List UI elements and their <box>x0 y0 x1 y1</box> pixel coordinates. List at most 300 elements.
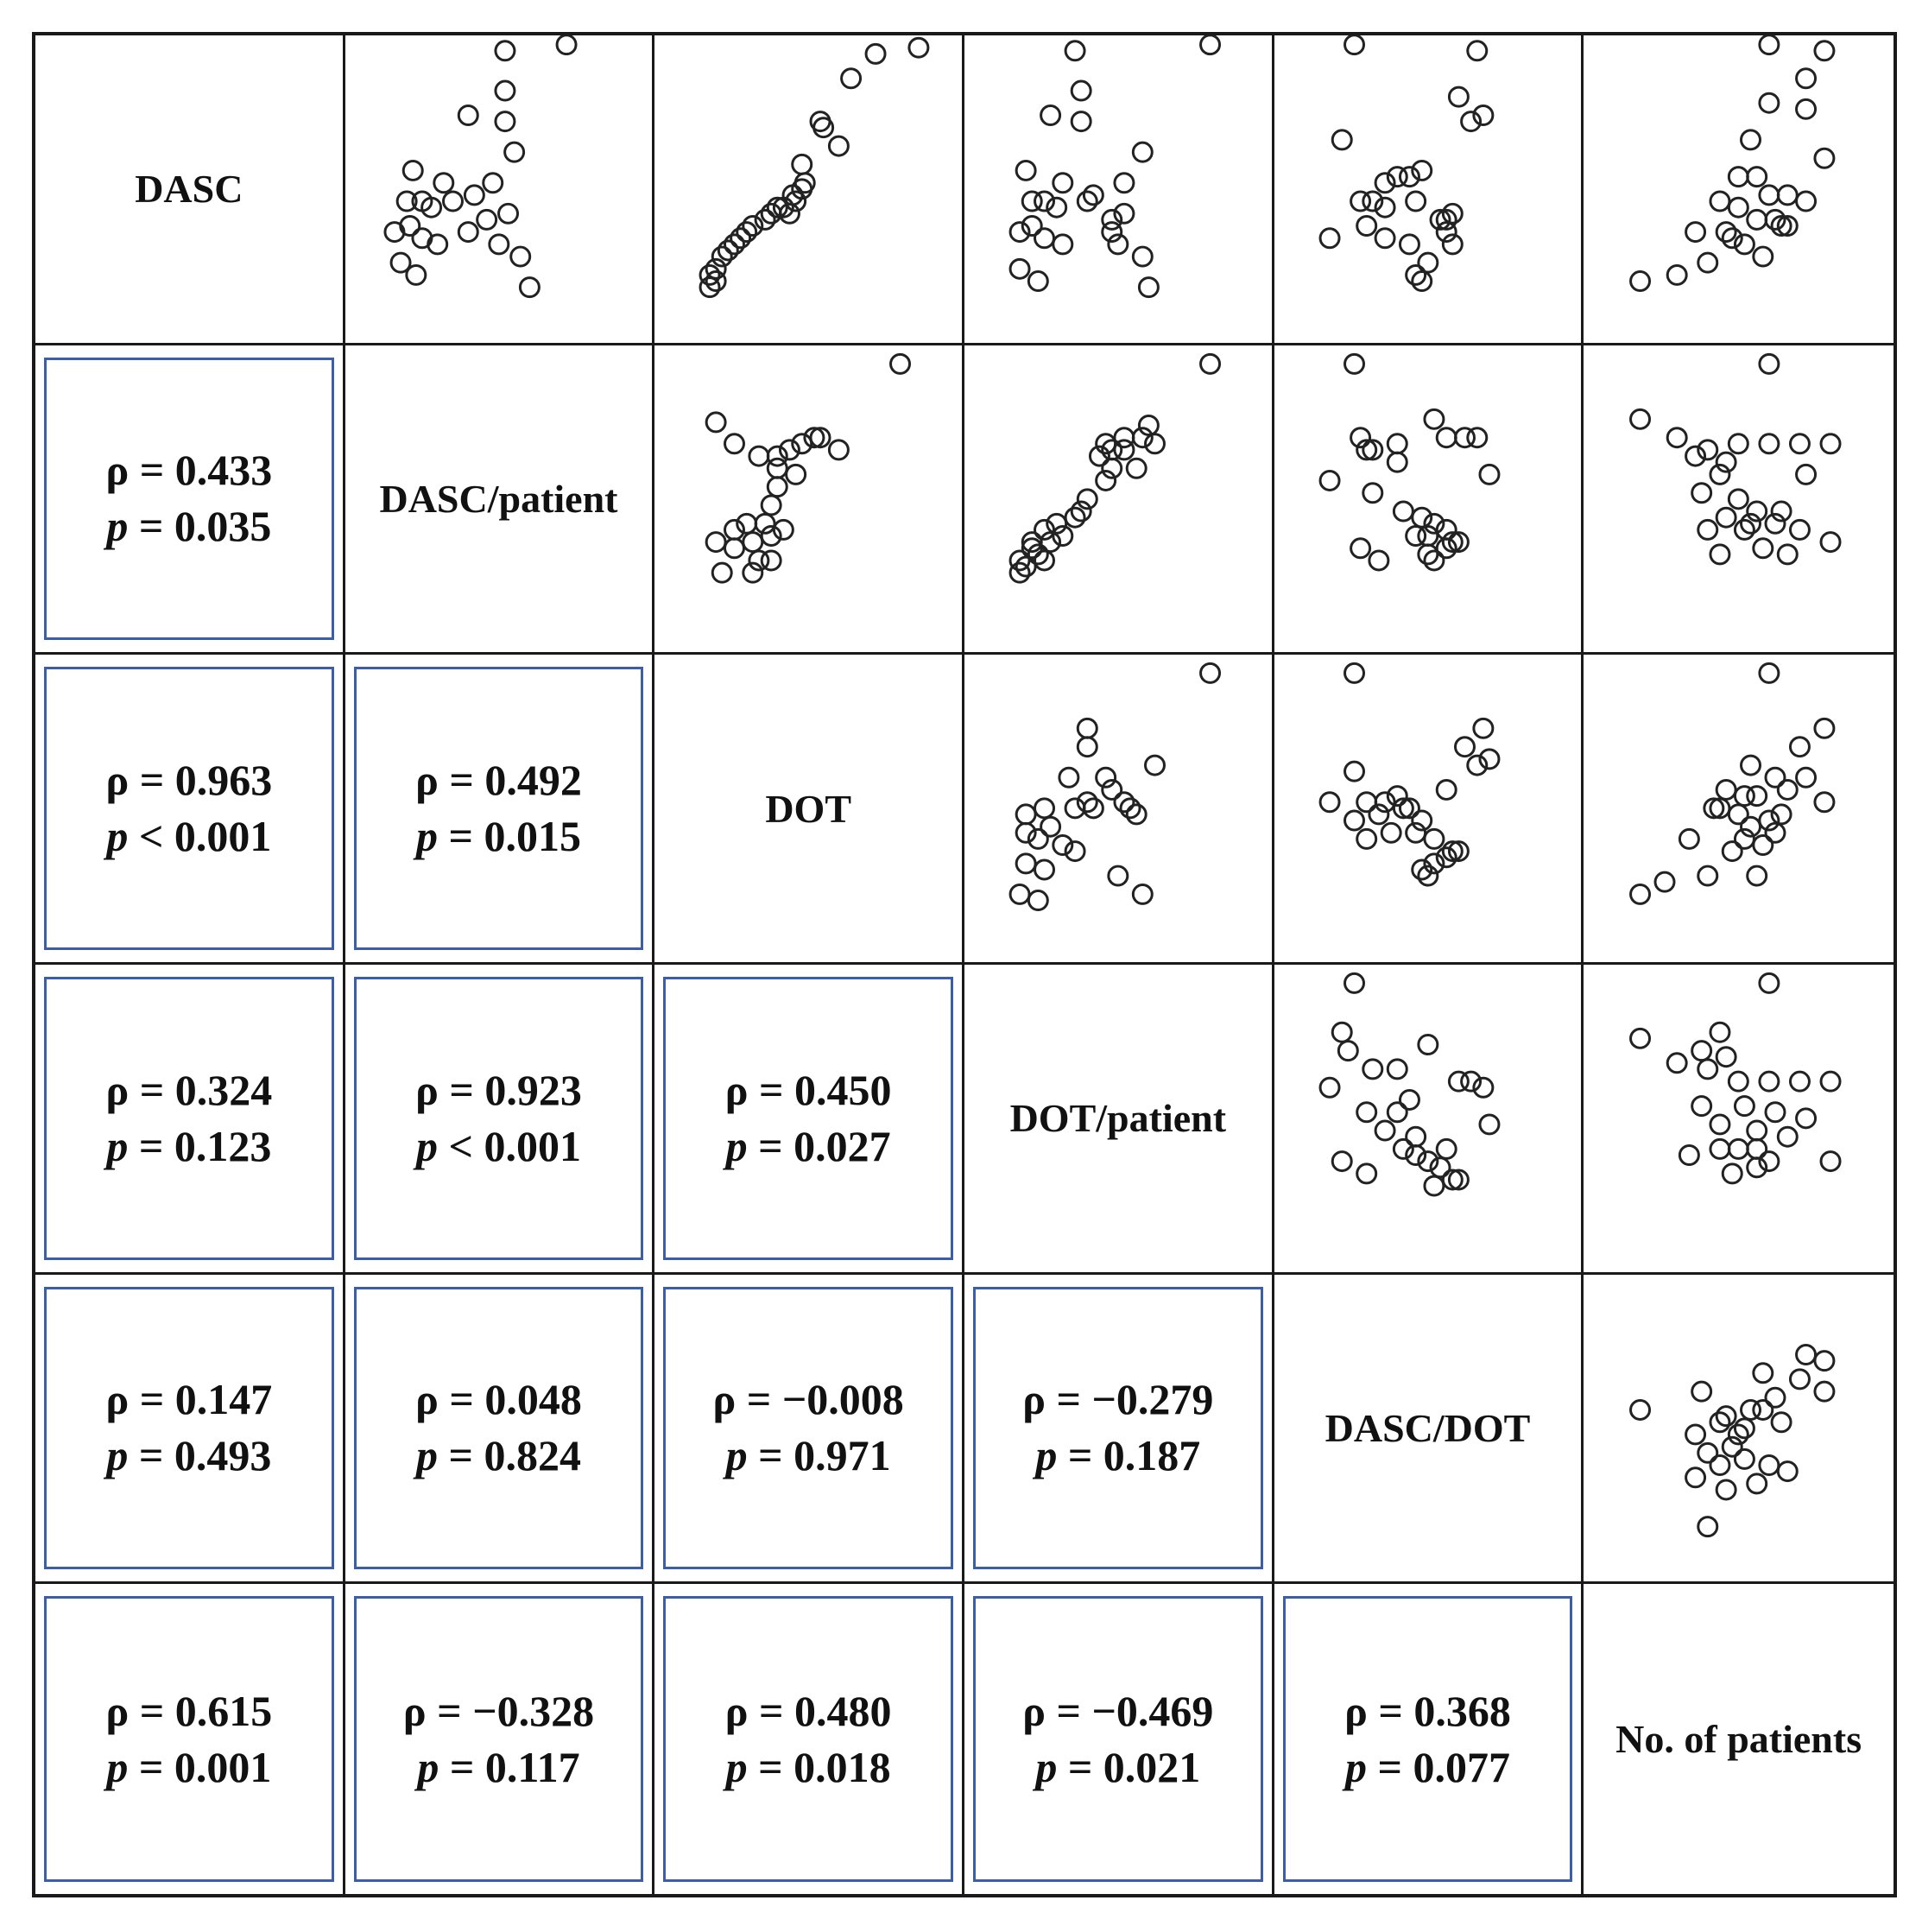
correlation-cell <box>345 655 655 965</box>
scatter-point <box>1437 428 1456 447</box>
scatter-point <box>1369 551 1388 570</box>
scatter-point <box>1072 81 1091 100</box>
scatter-point <box>1680 1145 1699 1164</box>
variable-cell <box>1274 1275 1584 1585</box>
p-value-label <box>106 1739 271 1796</box>
correlation-box <box>44 667 334 950</box>
scatter-point <box>458 106 477 125</box>
variable-label: DASC <box>135 167 243 212</box>
scatter-point <box>1016 854 1035 873</box>
scatter-point <box>465 186 484 205</box>
correlation-cell <box>1274 1584 1584 1894</box>
scatter-point <box>1388 453 1407 472</box>
correlation-cell <box>654 1584 964 1894</box>
p-symbol: p <box>725 1431 748 1480</box>
scatter-plot <box>1274 965 1582 1272</box>
p-value-label <box>726 1739 891 1796</box>
scatter-point <box>1760 35 1779 54</box>
rho-label: ρ = −0.279 <box>1022 1375 1214 1424</box>
scatter-point <box>1797 1345 1816 1364</box>
scatter-plot <box>964 345 1272 653</box>
scatter-point <box>1449 87 1468 106</box>
variable-label: DASC/DOT <box>1325 1405 1531 1450</box>
scatter-point <box>433 174 452 193</box>
p-value-label <box>416 808 581 865</box>
rho-label: ρ = 0.615 <box>105 1686 273 1735</box>
scatter-point <box>1035 860 1054 879</box>
scatter-point <box>1362 483 1381 502</box>
scatter-point <box>1729 434 1748 453</box>
p-value: = 0.117 <box>439 1742 580 1791</box>
scatter-point <box>1797 769 1816 788</box>
scatter-point <box>1035 229 1054 248</box>
rho-label: ρ = −0.008 <box>712 1375 904 1424</box>
p-value: = 0.187 <box>1057 1431 1201 1480</box>
scatter-plot <box>345 35 653 343</box>
scatter-point <box>1754 247 1773 266</box>
scatter-point <box>1760 354 1779 373</box>
scatter-point <box>1717 1480 1735 1499</box>
scatter-point <box>1320 793 1339 812</box>
correlation-box <box>44 977 334 1260</box>
correlation-box <box>663 977 953 1260</box>
scatter-point <box>1710 1023 1729 1042</box>
scatter-point <box>725 434 744 453</box>
scatter-point <box>1356 793 1375 812</box>
scatter-cell <box>1584 655 1894 965</box>
p-value-label <box>106 1118 271 1175</box>
rho-label: ρ = 0.368 <box>1344 1686 1511 1735</box>
scatter-point <box>1344 973 1363 992</box>
scatter-point <box>1010 885 1029 904</box>
scatter-point <box>1710 192 1729 211</box>
scatter-point <box>1381 824 1400 843</box>
correlation-cell <box>654 1275 964 1585</box>
p-value-label <box>106 498 271 554</box>
p-value-label <box>1035 1428 1200 1484</box>
scatter-point <box>1686 223 1705 242</box>
scatter-point <box>1717 1048 1735 1067</box>
p-symbol: p <box>1035 1742 1058 1791</box>
scatter-point <box>1797 69 1816 88</box>
correlation-box <box>354 667 644 950</box>
scatter-point <box>1779 545 1798 564</box>
scatter-point <box>1072 112 1091 131</box>
scatter-point <box>1455 738 1474 757</box>
scatter-point <box>1400 1090 1419 1109</box>
p-value: = 0.077 <box>1366 1742 1510 1791</box>
scatter-cell <box>345 35 655 345</box>
scatter-point <box>1729 1139 1748 1158</box>
scatter-point <box>1710 1115 1729 1134</box>
scatter-point <box>1754 1363 1773 1382</box>
scatter-point <box>1201 354 1220 373</box>
scatter-point <box>1791 1072 1810 1091</box>
scatter-point <box>1748 1474 1767 1493</box>
p-symbol: p <box>725 1121 748 1170</box>
scatter-cell <box>1584 965 1894 1275</box>
scatter-point <box>1016 161 1035 180</box>
scatter-point <box>1145 756 1164 775</box>
scatter-point <box>1698 253 1717 272</box>
scatter-point <box>1109 866 1128 885</box>
scatter-point <box>1710 1455 1729 1474</box>
scatter-point <box>762 496 781 515</box>
p-value: = 0.027 <box>747 1121 891 1170</box>
p-value: = 0.015 <box>437 812 581 861</box>
scatter-point <box>1332 1152 1351 1171</box>
scatter-point <box>1815 1351 1834 1370</box>
scatter-point <box>793 155 812 174</box>
scatter-point <box>1686 1425 1705 1444</box>
scatter-cell <box>1274 35 1584 345</box>
variable-label: DASC/patient <box>379 476 618 521</box>
rho-label: ρ = 0.480 <box>724 1686 892 1735</box>
correlation-cell <box>35 1584 345 1894</box>
scatter-point <box>1797 1109 1816 1128</box>
scatter-point <box>1375 229 1394 248</box>
p-symbol: p <box>106 502 129 551</box>
scatter-point <box>1320 1078 1339 1097</box>
scatter-point <box>1760 434 1779 453</box>
p-symbol: p <box>415 812 438 861</box>
rho-label: ρ = 0.324 <box>105 1065 273 1114</box>
scatter-point <box>1631 272 1650 291</box>
scatter-point <box>1139 278 1158 297</box>
scatter-point <box>706 413 725 432</box>
scatter-point <box>1698 866 1717 885</box>
scatter-point <box>1729 198 1748 217</box>
correlation-box <box>354 1287 644 1570</box>
correlation-box <box>1283 1596 1573 1882</box>
scatter-point <box>1631 885 1650 904</box>
scatter-point <box>1344 354 1363 373</box>
scatter-point <box>1760 93 1779 112</box>
variable-cell <box>345 345 655 656</box>
p-symbol: p <box>725 1742 748 1791</box>
scatter-plot <box>1274 655 1582 962</box>
scatter-point <box>1760 1072 1779 1091</box>
scatter-point <box>1754 538 1773 557</box>
scatter-point <box>1133 247 1152 266</box>
scatter-point <box>1356 216 1375 235</box>
scatter-point <box>866 44 885 63</box>
scatter-cell <box>654 345 964 656</box>
correlation-cell <box>654 965 964 1275</box>
scatter-point <box>1772 1412 1791 1431</box>
correlation-box <box>44 1287 334 1570</box>
scatter-point <box>1779 1461 1798 1480</box>
p-value-label <box>417 1739 579 1796</box>
scatter-plot <box>964 35 1272 343</box>
scatter-point <box>1356 830 1375 849</box>
p-symbol: p <box>106 1431 129 1480</box>
scatter-point <box>1332 130 1351 149</box>
scatter-point <box>520 278 539 297</box>
scatter-point <box>1821 1152 1840 1171</box>
correlation-cell <box>345 965 655 1275</box>
variable-cell <box>35 35 345 345</box>
scatter-point <box>1474 719 1493 738</box>
rho-label: ρ = 0.450 <box>724 1065 892 1114</box>
scatter-point <box>1668 265 1687 284</box>
p-value: = 0.971 <box>747 1431 891 1480</box>
scatter-point <box>1815 719 1834 738</box>
scatter-point <box>1065 41 1084 60</box>
scatter-point <box>1779 781 1798 800</box>
scatter-point <box>1320 229 1339 248</box>
scatter-cell <box>964 35 1274 345</box>
scatter-point <box>1362 1060 1381 1079</box>
scatter-point <box>1655 872 1674 891</box>
p-value-label <box>726 1118 891 1175</box>
scatter-point <box>1735 1449 1754 1468</box>
scatter-point <box>1394 502 1413 521</box>
correlation-box <box>973 1287 1263 1570</box>
scatter-cell <box>964 345 1274 656</box>
p-value: = 0.824 <box>437 1431 581 1480</box>
scatter-point <box>403 161 422 180</box>
scatter-point <box>1760 1455 1779 1474</box>
scatter-point <box>1766 769 1785 788</box>
p-value: < 0.001 <box>437 1121 581 1170</box>
scatter-point <box>1344 664 1363 683</box>
scatter-point <box>1041 818 1060 837</box>
scatter-point <box>1748 1139 1767 1158</box>
scatter-point <box>787 465 806 484</box>
scatter-point <box>1332 1023 1351 1042</box>
scatter-point <box>1748 168 1767 187</box>
correlation-box <box>44 358 334 641</box>
scatter-point <box>1791 738 1810 757</box>
p-value: < 0.001 <box>128 812 272 861</box>
scatter-point <box>1059 769 1078 788</box>
variable-label: DOT <box>765 786 851 831</box>
rho-label: ρ = −0.328 <box>402 1686 595 1735</box>
scatter-cell <box>1584 345 1894 656</box>
scatter-point <box>1668 1054 1687 1073</box>
scatter-point <box>1115 174 1134 193</box>
p-value: = 0.035 <box>128 502 272 551</box>
scatter-point <box>1437 1139 1456 1158</box>
scatter-point <box>1467 428 1486 447</box>
scatter-point <box>1425 409 1444 428</box>
scatter-point <box>1344 763 1363 782</box>
p-value-label <box>106 808 271 865</box>
scatter-point <box>1631 1029 1650 1048</box>
scatter-point <box>1723 1164 1742 1183</box>
scatter-point <box>1053 174 1072 193</box>
scatter-point <box>1821 532 1840 551</box>
variable-label: No. of patients <box>1615 1717 1862 1762</box>
scatter-point <box>830 136 849 155</box>
scatter-point <box>1815 41 1834 60</box>
scatter-point <box>1821 1072 1840 1091</box>
p-symbol: p <box>415 1121 438 1170</box>
scatter-point <box>1754 836 1773 855</box>
scatter-point <box>1425 1176 1444 1195</box>
scatter-point <box>1035 799 1054 818</box>
p-value-label <box>106 1428 271 1484</box>
scatter-point <box>1692 483 1711 502</box>
scatter-cell <box>1584 1275 1894 1585</box>
scatter-point <box>504 143 523 162</box>
scatter-plot <box>1584 35 1894 343</box>
scatter-point <box>1791 434 1810 453</box>
scatter-point <box>1419 1036 1438 1055</box>
scatter-point <box>1791 520 1810 539</box>
scatter-point <box>1356 1103 1375 1122</box>
scatter-plot <box>1274 345 1582 653</box>
scatter-point <box>1078 719 1097 738</box>
scatter-point <box>1698 1443 1717 1462</box>
scatter-point <box>1388 434 1407 453</box>
scatter-point <box>1686 1467 1705 1486</box>
scatter-point <box>1742 1400 1761 1419</box>
scatter-point <box>1760 664 1779 683</box>
correlation-box <box>663 1287 953 1570</box>
scatter-point <box>1779 186 1798 205</box>
correlation-cell <box>35 345 345 656</box>
scatter-point <box>1766 1103 1785 1122</box>
scatter-point <box>1815 793 1834 812</box>
scatter-point <box>1717 508 1735 527</box>
scatter-point <box>1400 235 1419 254</box>
rho-label: ρ = 0.433 <box>105 446 273 495</box>
scatter-point <box>1748 210 1767 229</box>
p-symbol: p <box>415 1431 438 1480</box>
scatter-point <box>1760 186 1779 205</box>
scatter-point <box>1742 130 1761 149</box>
correlation-cell <box>964 1275 1274 1585</box>
correlation-cell <box>345 1584 655 1894</box>
p-symbol: p <box>1035 1431 1058 1480</box>
scatter-point <box>1710 545 1729 564</box>
scatter-point <box>1201 664 1220 683</box>
scatter-point <box>1350 538 1369 557</box>
p-value: = 0.493 <box>128 1431 272 1480</box>
scatter-point <box>830 440 849 459</box>
scatter-point <box>1480 465 1499 484</box>
scatter-plot <box>1584 345 1894 653</box>
scatter-point <box>1760 973 1779 992</box>
scatter-point <box>1815 149 1834 168</box>
correlation-box <box>663 1596 953 1882</box>
scatter-cell <box>964 655 1274 965</box>
scatter-point <box>891 354 910 373</box>
scatter-plot <box>1584 965 1894 1272</box>
rho-label: ρ = 0.923 <box>415 1065 582 1114</box>
scatter-point <box>1729 490 1748 509</box>
scatter-point <box>909 38 928 57</box>
scatter-point <box>1010 259 1029 278</box>
scatter-point <box>1133 885 1152 904</box>
scatter-point <box>1717 781 1735 800</box>
scatter-point <box>814 118 833 137</box>
scatter-point <box>1723 842 1742 861</box>
scatter-point <box>1698 1060 1717 1079</box>
p-symbol: p <box>1344 1742 1367 1791</box>
scatter-point <box>1016 805 1035 824</box>
scatter-point <box>1692 1382 1711 1401</box>
scatter-cell <box>654 35 964 345</box>
scatter-point <box>1735 1097 1754 1116</box>
correlation-box <box>354 1596 644 1882</box>
scatter-point <box>713 563 732 582</box>
scatter-point <box>1821 434 1840 453</box>
scatter-point <box>496 41 515 60</box>
scatter-plot <box>964 655 1272 962</box>
p-value-label <box>726 1428 891 1484</box>
scatter-point <box>1437 781 1456 800</box>
correlation-matrix <box>32 32 1897 1897</box>
scatter-point <box>1344 811 1363 830</box>
p-value: = 0.018 <box>747 1742 891 1791</box>
scatter-plot <box>654 345 962 653</box>
scatter-point <box>1791 1370 1810 1389</box>
scatter-plot <box>654 35 962 343</box>
scatter-point <box>768 477 787 496</box>
p-value-label <box>416 1428 581 1484</box>
rho-label: ρ = 0.048 <box>415 1375 582 1424</box>
p-value-label <box>416 1118 581 1175</box>
scatter-point <box>477 210 496 229</box>
p-value-label <box>1035 1739 1200 1796</box>
p-symbol: p <box>417 1742 439 1791</box>
scatter-point <box>1356 1164 1375 1183</box>
rho-label: ρ = −0.469 <box>1022 1686 1214 1735</box>
scatter-cell <box>1274 655 1584 965</box>
scatter-point <box>1797 99 1816 118</box>
scatter-point <box>1201 35 1220 54</box>
correlation-box <box>354 977 644 1260</box>
scatter-point <box>483 174 502 193</box>
scatter-point <box>1710 1139 1729 1158</box>
scatter-point <box>1748 1121 1767 1140</box>
correlation-cell <box>345 1275 655 1585</box>
correlation-cell <box>35 655 345 965</box>
rho-label: ρ = 0.963 <box>105 756 273 805</box>
rho-label: ρ = 0.492 <box>415 756 582 805</box>
scatter-point <box>1742 756 1761 775</box>
correlation-cell <box>35 965 345 1275</box>
scatter-plot <box>1584 655 1894 962</box>
p-symbol: p <box>106 812 129 861</box>
scatter-point <box>458 223 477 242</box>
p-symbol: p <box>106 1121 129 1170</box>
scatter-point <box>1115 428 1134 447</box>
scatter-point <box>1406 192 1425 211</box>
scatter-point <box>1078 738 1097 757</box>
scatter-point <box>557 35 576 54</box>
p-value: = 0.021 <box>1057 1742 1201 1791</box>
scatter-point <box>498 204 517 223</box>
scatter-point <box>1028 891 1047 910</box>
scatter-point <box>1480 1115 1499 1134</box>
scatter-point <box>1406 1127 1425 1146</box>
scatter-point <box>1338 1042 1357 1061</box>
scatter-point <box>1388 1060 1407 1079</box>
scatter-point <box>1797 465 1816 484</box>
variable-cell <box>964 965 1274 1275</box>
scatter-point <box>443 192 462 211</box>
scatter-cell <box>1274 345 1584 656</box>
correlation-cell <box>964 1584 1274 1894</box>
scatter-point <box>1388 1103 1407 1122</box>
scatter-point <box>768 459 787 478</box>
scatter-point <box>1729 805 1748 824</box>
scatter-point <box>1797 192 1816 211</box>
